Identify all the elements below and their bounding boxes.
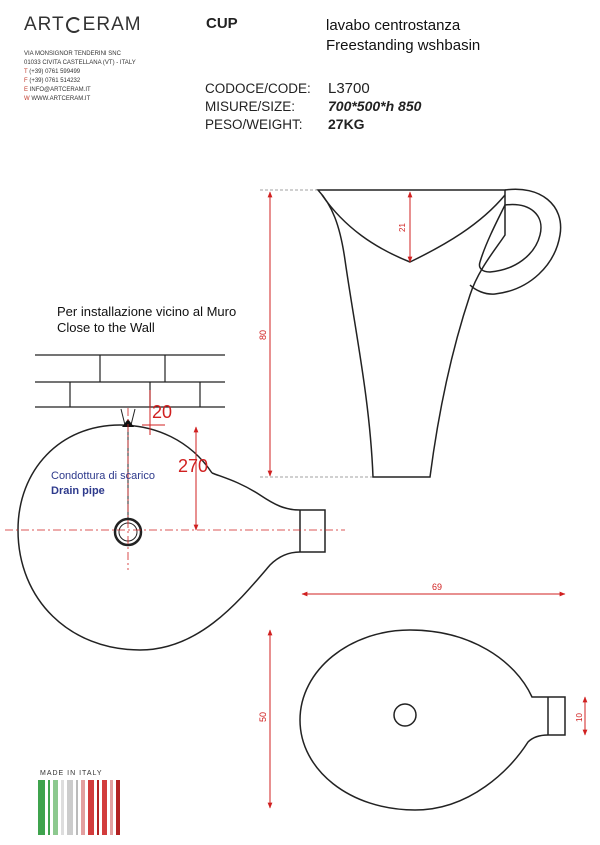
- drain-label-it: Condottura di scarico: [51, 470, 155, 482]
- drain-label-en: Drain pipe: [51, 485, 105, 497]
- made-in-italy-label: MADE IN ITALY: [40, 770, 103, 777]
- address-line: VIA MONSIGNOR TENDERINI SNC: [24, 51, 121, 57]
- wall-note-it: Per installazione vicino al Muro: [57, 304, 237, 319]
- address-line: 01033 CIVITA CASTELLANA (VT) - ITALY: [24, 60, 136, 66]
- top-plan-view: [300, 630, 565, 810]
- bowl-depth-label: 21: [398, 223, 407, 232]
- address-line: W WWW.ARTCERAM.IT: [24, 96, 91, 102]
- spout-label: 10: [575, 713, 584, 722]
- side-elevation: [318, 189, 561, 477]
- wall-gap-label: 20: [152, 402, 173, 422]
- basin-plan-outline: [18, 425, 325, 650]
- description-it: lavabo centrostanza: [326, 17, 461, 34]
- drain-offset-label: 270: [178, 456, 209, 476]
- height-label: 80: [258, 329, 268, 340]
- made-in-italy-badge: [38, 780, 120, 835]
- address-line: T (+39) 0761 599499: [24, 69, 81, 75]
- code-value: L3700: [328, 80, 370, 97]
- weight-label: PESO/WEIGHT:: [205, 117, 303, 132]
- address-line: E INFO@ARTCERAM.IT: [24, 87, 91, 93]
- cup-body-outline: [318, 190, 505, 477]
- size-label: MISURE/SIZE:: [205, 99, 296, 114]
- brand-logo: ART ERAM: [24, 14, 142, 35]
- basin-top-outline: [300, 630, 565, 810]
- address-line: F (+39) 0761 514232: [24, 78, 81, 84]
- description-en: Freestanding wshbasin: [326, 37, 481, 54]
- cup-handle-inner: [479, 205, 540, 272]
- wall-section: [35, 355, 225, 407]
- wall-plan-view: [18, 425, 325, 650]
- size-value: 700*500*h 850: [328, 98, 422, 114]
- length-label: 69: [432, 582, 443, 592]
- width-label: 50: [258, 711, 268, 722]
- model-name: CUP: [206, 15, 238, 32]
- code-label: CODOCE/CODE:: [205, 81, 311, 96]
- wall-note-en: Close to the Wall: [57, 320, 155, 335]
- drain-hole: [394, 704, 416, 726]
- weight-value: 27KG: [328, 116, 365, 132]
- cup-rim-curve: [322, 195, 505, 262]
